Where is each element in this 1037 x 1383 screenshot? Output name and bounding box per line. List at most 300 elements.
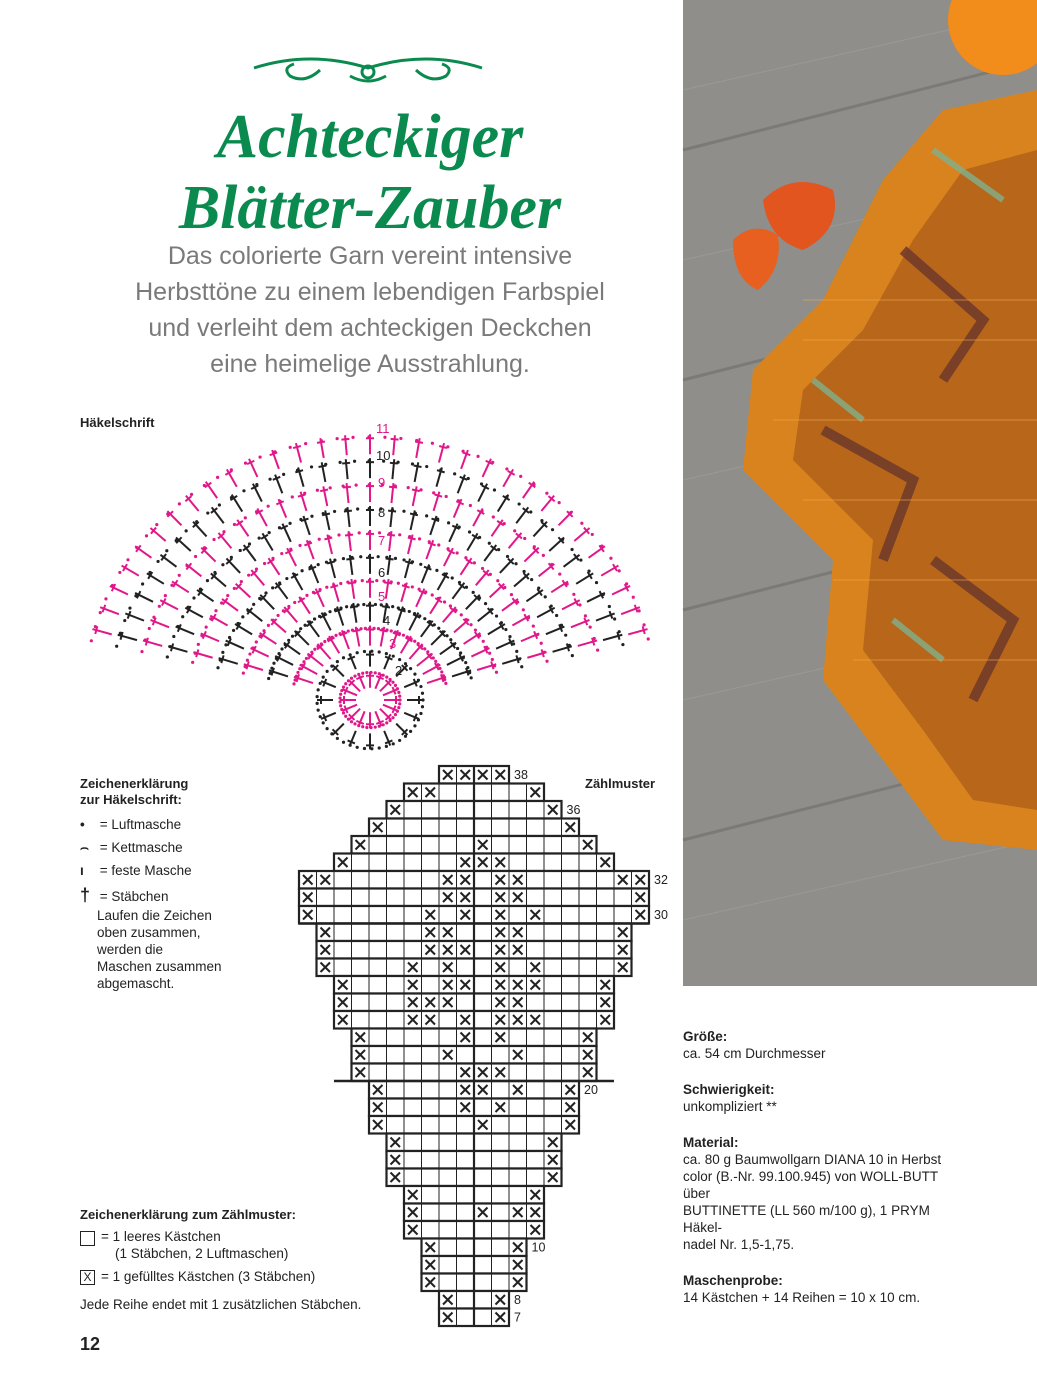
chart-cell: [474, 801, 492, 819]
chart-cell: [492, 1151, 510, 1169]
chain-mark: [342, 711, 345, 714]
chart-cell: [527, 836, 545, 854]
chart-cell: [334, 941, 352, 959]
chart-cell: [527, 1099, 545, 1117]
chain-mark: [402, 558, 405, 561]
stitch-mark: [167, 642, 188, 655]
chain-mark: [506, 555, 509, 558]
chain-mark: [413, 640, 416, 643]
stitch-mark: [183, 493, 202, 513]
chart-cell: [457, 1221, 475, 1239]
chain-mark: [488, 652, 491, 655]
chart-cell: [562, 994, 580, 1012]
chain-mark: [544, 595, 547, 598]
chain-mark: [148, 627, 151, 630]
chain-mark: [491, 658, 494, 661]
stitch-mark: [421, 661, 442, 678]
chain-mark: [579, 558, 582, 561]
legend-note-line: Laufen die Zeichen: [97, 908, 212, 923]
chain-mark: [104, 597, 107, 600]
chain-mark: [514, 562, 517, 565]
chain-mark: [409, 730, 412, 733]
chain-mark: [374, 671, 377, 674]
stitch-mark: [224, 556, 244, 576]
chart-cell: [404, 1064, 422, 1082]
round-number: 8: [378, 505, 386, 520]
stitch-mark: [241, 543, 259, 564]
chart-cell: [527, 1029, 545, 1047]
chart-cell: [544, 924, 562, 942]
chart-cell: [457, 994, 475, 1012]
chain-mark: [339, 461, 342, 464]
chart-cell: [527, 1134, 545, 1152]
chart-cell: [369, 871, 387, 889]
chart-cell: [439, 1151, 457, 1169]
legend-haekelschrift-heading: [80, 776, 188, 808]
chain-mark: [453, 472, 456, 475]
chain-mark: [456, 551, 459, 554]
chain-mark: [232, 629, 235, 632]
chart-cell: [352, 959, 370, 977]
chain-mark: [322, 676, 325, 679]
chain-mark: [289, 446, 292, 449]
chart-cell: [509, 1186, 527, 1204]
chain-mark: [316, 695, 319, 698]
chain-mark: [385, 745, 388, 748]
stitch-mark: [450, 498, 465, 520]
chain-mark: [456, 647, 459, 650]
chain-mark: [316, 489, 319, 492]
chart-cell: [439, 854, 457, 872]
chart-cell: [422, 1169, 440, 1187]
chain-mark: [496, 579, 499, 582]
chart-cell: [369, 1029, 387, 1047]
legend-item-text: = Luftmasche: [99, 817, 182, 832]
stitch-mark: [500, 596, 521, 614]
stitch-mark: [572, 525, 592, 544]
chart-cell: [439, 1169, 457, 1187]
chain-mark: [216, 476, 219, 479]
stitch-mark: [275, 498, 290, 520]
stitch-mark: [412, 587, 428, 609]
chart-cell: [404, 924, 422, 942]
chain-mark: [413, 724, 416, 727]
chart-cell: [404, 1099, 422, 1117]
chain-mark: [473, 561, 476, 564]
chart-cell: [492, 1186, 510, 1204]
chart-cell: [387, 1064, 405, 1082]
chart-cell: [422, 854, 440, 872]
chart-cell: [509, 854, 527, 872]
stitch-mark: [346, 653, 360, 671]
chain-mark: [267, 677, 270, 680]
chain-mark: [363, 747, 366, 750]
stitch-mark: [464, 531, 481, 552]
chart-cell: [422, 1151, 440, 1169]
stitch-mark: [519, 630, 541, 645]
haekelschrift-label: Häkelschrift: [80, 415, 155, 430]
chart-cell: [439, 819, 457, 837]
stitch-mark: [312, 587, 328, 609]
chain-mark: [613, 617, 616, 620]
chain-mark: [445, 495, 448, 498]
chain-mark: [165, 549, 168, 552]
stitch-mark: [248, 567, 267, 587]
chart-cell: [474, 924, 492, 942]
stitch-mark: [233, 581, 253, 601]
stitch-mark: [397, 634, 414, 655]
chain-mark: [221, 651, 224, 654]
stitch-mark: [446, 522, 462, 544]
chain-mark: [248, 652, 251, 655]
stitch-mark: [475, 606, 496, 625]
stitch-mark: [257, 630, 278, 648]
chart-cell: [404, 1116, 422, 1134]
chain-mark: [621, 643, 624, 646]
chain-mark: [353, 722, 356, 725]
chain-mark: [542, 554, 545, 557]
chart-cell: [474, 1134, 492, 1152]
chart-cell: [369, 924, 387, 942]
legend-empty-line: (1 Stäbchen, 2 Luftmaschen): [115, 1246, 289, 1261]
chart-cell: [369, 959, 387, 977]
chart-cell: [614, 906, 632, 924]
chain-mark: [391, 716, 394, 719]
stitch-mark: [500, 467, 517, 488]
chain-mark: [418, 537, 421, 540]
stitch-mark: [271, 473, 286, 495]
chart-cell: [492, 1081, 510, 1099]
chain-mark: [221, 563, 224, 566]
chart-cell: [352, 854, 370, 872]
chain-mark: [336, 737, 339, 740]
chart-cell: [492, 836, 510, 854]
chart-cell: [492, 819, 510, 837]
chart-cell: [509, 784, 527, 802]
chart-cell: [352, 924, 370, 942]
chain-mark: [434, 660, 437, 663]
chart-cell: [457, 959, 475, 977]
chain-mark: [398, 702, 401, 705]
stitch-mark: [254, 507, 271, 528]
chain-mark: [244, 516, 247, 519]
chart-cell: [387, 1046, 405, 1064]
chain-mark: [423, 647, 426, 650]
chart-cell: [369, 906, 387, 924]
chart-cell: [544, 906, 562, 924]
chart-cell: [492, 1256, 510, 1274]
stitch-mark: [585, 589, 606, 605]
chain-mark: [350, 720, 353, 723]
chain-mark: [363, 650, 366, 653]
chart-cell: [387, 1116, 405, 1134]
chart-cell: [439, 784, 457, 802]
chain-mark: [394, 713, 397, 716]
chain-mark: [350, 677, 353, 680]
stitch-mark: [317, 696, 333, 704]
chart-row-label: 36: [566, 803, 581, 817]
chain-mark: [474, 628, 477, 631]
chart-cell: [457, 1239, 475, 1257]
legend-item-kettmasche: [80, 840, 183, 856]
chain-mark: [190, 493, 193, 496]
stitch-mark: [461, 630, 482, 648]
legend-item-staebchen: [80, 885, 168, 906]
chart-cell: [544, 959, 562, 977]
stitch-mark: [249, 482, 265, 503]
chain-mark: [545, 492, 548, 495]
chain-mark: [460, 613, 463, 616]
chain-mark: [326, 670, 329, 673]
chain-mark: [642, 623, 645, 626]
chain-mark: [390, 629, 393, 632]
chain-mark: [344, 682, 347, 685]
chain-mark: [407, 486, 410, 489]
chain-mark: [141, 582, 144, 585]
chain-mark: [572, 593, 575, 596]
chart-cell: [457, 836, 475, 854]
chain-mark: [118, 571, 121, 574]
chart-cell: [562, 1064, 580, 1082]
stitch-mark: [511, 570, 531, 589]
chart-cell: [544, 1116, 562, 1134]
stitch-mark: [427, 595, 444, 616]
chain-mark: [333, 510, 336, 513]
legend-heading-line: zur Häkelschrift:: [80, 792, 182, 807]
chain-mark: [126, 558, 129, 561]
stitch-mark: [384, 696, 400, 704]
chain-mark: [326, 727, 329, 730]
chart-cell: [474, 994, 492, 1012]
chart-cell: [474, 941, 492, 959]
chart-cell: [422, 1186, 440, 1204]
chart-cell: [544, 976, 562, 994]
chart-cell: [544, 871, 562, 889]
stitch-mark: [366, 733, 374, 749]
chart-cell: [369, 889, 387, 907]
chain-mark: [276, 614, 279, 617]
chart-cell: [527, 871, 545, 889]
chart-cell: [387, 994, 405, 1012]
chart-cell: [544, 1011, 562, 1029]
stitch-mark: [342, 459, 352, 480]
chart-cell: [579, 976, 597, 994]
stitch-mark: [414, 650, 435, 669]
chain-mark: [206, 511, 209, 514]
chart-cell: [404, 906, 422, 924]
chain-mark: [291, 635, 294, 638]
stitch-mark: [595, 610, 617, 625]
chain-mark: [222, 530, 225, 533]
chain-mark: [532, 624, 535, 627]
chart-cell: [527, 819, 545, 837]
chart-cell: [527, 854, 545, 872]
chart-cell: [334, 871, 352, 889]
chart-cell: [474, 1011, 492, 1029]
subtitle-line: Das colorierte Garn vereint intensive: [167, 242, 573, 270]
chart-cell: [439, 1221, 457, 1239]
chart-cell: [369, 836, 387, 854]
chart-cell: [562, 924, 580, 942]
stitch-mark: [407, 696, 423, 704]
chart-cell: [457, 1309, 475, 1327]
chart-cell: [404, 1081, 422, 1099]
chart-cell: [457, 1116, 475, 1134]
chain-mark: [355, 483, 358, 486]
stitch-mark: [599, 562, 620, 579]
stitch-mark: [289, 571, 306, 592]
chart-cell: [404, 1029, 422, 1047]
chart-cell: [474, 976, 492, 994]
chain-mark: [570, 548, 573, 551]
chain-mark: [216, 666, 219, 669]
doily-photo: [683, 0, 1037, 986]
slip-stitch-icon: ⌢: [80, 840, 89, 855]
chart-cell: [562, 941, 580, 959]
chart-cell: [509, 1116, 527, 1134]
chain-mark: [564, 634, 567, 637]
round-number: 10: [376, 448, 391, 463]
stitch-mark: [610, 582, 631, 598]
chain-mark: [317, 709, 320, 712]
stitch-mark: [314, 641, 333, 661]
chart-cell: [527, 1169, 545, 1187]
stitch-mark: [385, 531, 395, 552]
stitch-mark: [192, 648, 213, 661]
chart-cell: [474, 1151, 492, 1169]
chart-cell: [439, 1204, 457, 1222]
chain-mark: [268, 531, 271, 534]
stitch-mark: [99, 603, 121, 617]
chain-mark: [377, 627, 380, 630]
chain-mark: [469, 623, 472, 626]
chart-row-label: 32: [654, 873, 668, 887]
legend-item-luftmasche: [80, 817, 181, 832]
chain-mark: [398, 658, 401, 661]
stitch-mark: [536, 561, 557, 580]
round-number: 3: [389, 636, 397, 651]
chain-mark: [240, 580, 243, 583]
chain-mark: [492, 515, 495, 518]
chart-cell: [474, 1221, 492, 1239]
schwierigkeit-value: unkompliziert **: [683, 1099, 777, 1114]
stitch-mark: [341, 435, 351, 456]
stitch-mark: [547, 535, 567, 554]
stitch-mark: [120, 562, 141, 579]
crochet-diagram: [80, 405, 660, 780]
stitch-mark: [326, 558, 339, 579]
chart-cell: [422, 1221, 440, 1239]
stitch-mark: [298, 661, 319, 678]
chart-cell: [544, 1081, 562, 1099]
chain-mark: [383, 436, 386, 439]
chart-cell: [509, 1134, 527, 1152]
chain-mark: [356, 651, 359, 654]
chain-mark: [313, 617, 316, 620]
chain-mark: [267, 624, 270, 627]
chart-cell: [562, 854, 580, 872]
chart-cell: [562, 871, 580, 889]
stitch-mark: [318, 611, 334, 632]
chain-mark: [551, 528, 554, 531]
chain-mark: [431, 442, 434, 445]
stitch-mark: [510, 612, 531, 629]
stitch-mark: [305, 650, 326, 669]
chain-mark: [421, 705, 424, 708]
stitch-mark: [300, 515, 314, 537]
chart-cell: [474, 1256, 492, 1274]
chain-mark: [185, 529, 188, 532]
chain-mark: [558, 572, 561, 575]
zaehlmuster-label: Zählmuster: [585, 776, 656, 791]
stitch-mark: [406, 611, 422, 632]
stitch-mark: [208, 570, 228, 589]
chart-cell: [527, 1116, 545, 1134]
stitch-mark: [494, 492, 511, 513]
chart-cell: [509, 819, 527, 837]
chain-mark: [128, 606, 131, 609]
chart-cell: [474, 1169, 492, 1187]
chain-mark: [584, 614, 587, 617]
chart-cell: [439, 1081, 457, 1099]
chart-cell: [492, 1221, 510, 1239]
stitch-mark: [406, 641, 425, 661]
stitch-mark: [158, 597, 179, 613]
chain-mark: [413, 673, 416, 676]
chain-mark: [505, 467, 508, 470]
chain-mark: [268, 478, 271, 481]
chart-cell: [579, 854, 597, 872]
chain-mark: [328, 610, 331, 613]
chain-mark: [495, 614, 498, 617]
stitch-mark: [486, 621, 507, 638]
chain-mark: [293, 601, 296, 604]
chain-mark: [115, 645, 118, 648]
chain-mark: [291, 495, 294, 498]
subtitle: [80, 238, 660, 382]
chain-mark: [339, 693, 342, 696]
chart-cell: [352, 871, 370, 889]
chart-cell: [369, 994, 387, 1012]
chain-mark: [540, 642, 543, 645]
stitch-mark: [268, 616, 288, 635]
chart-cell: [509, 1221, 527, 1239]
stitch-mark: [366, 672, 374, 688]
chart-cell: [544, 1064, 562, 1082]
chain-mark: [205, 626, 208, 629]
chain-mark: [437, 543, 440, 546]
chain-mark: [317, 563, 320, 566]
chart-cell: [562, 1046, 580, 1064]
stitch-mark: [366, 434, 374, 454]
chart-cell: [439, 1099, 457, 1117]
chain-mark: [464, 661, 467, 664]
chart-cell: [387, 1011, 405, 1029]
stitch-mark: [538, 493, 557, 513]
subtitle-line: eine heimelige Ausstrahlung.: [210, 350, 530, 378]
groesse-heading: Größe:: [683, 1029, 728, 1044]
page-number: 12: [80, 1334, 101, 1354]
material-heading: Material:: [683, 1135, 739, 1150]
chain-mark: [145, 534, 148, 537]
chain-mark: [419, 563, 422, 566]
chain-mark: [377, 555, 380, 558]
chain-mark: [99, 611, 102, 614]
chain-mark: [378, 650, 381, 653]
stitch-mark: [366, 458, 374, 478]
stitch-mark: [145, 570, 166, 587]
stitch-mark: [479, 457, 495, 479]
